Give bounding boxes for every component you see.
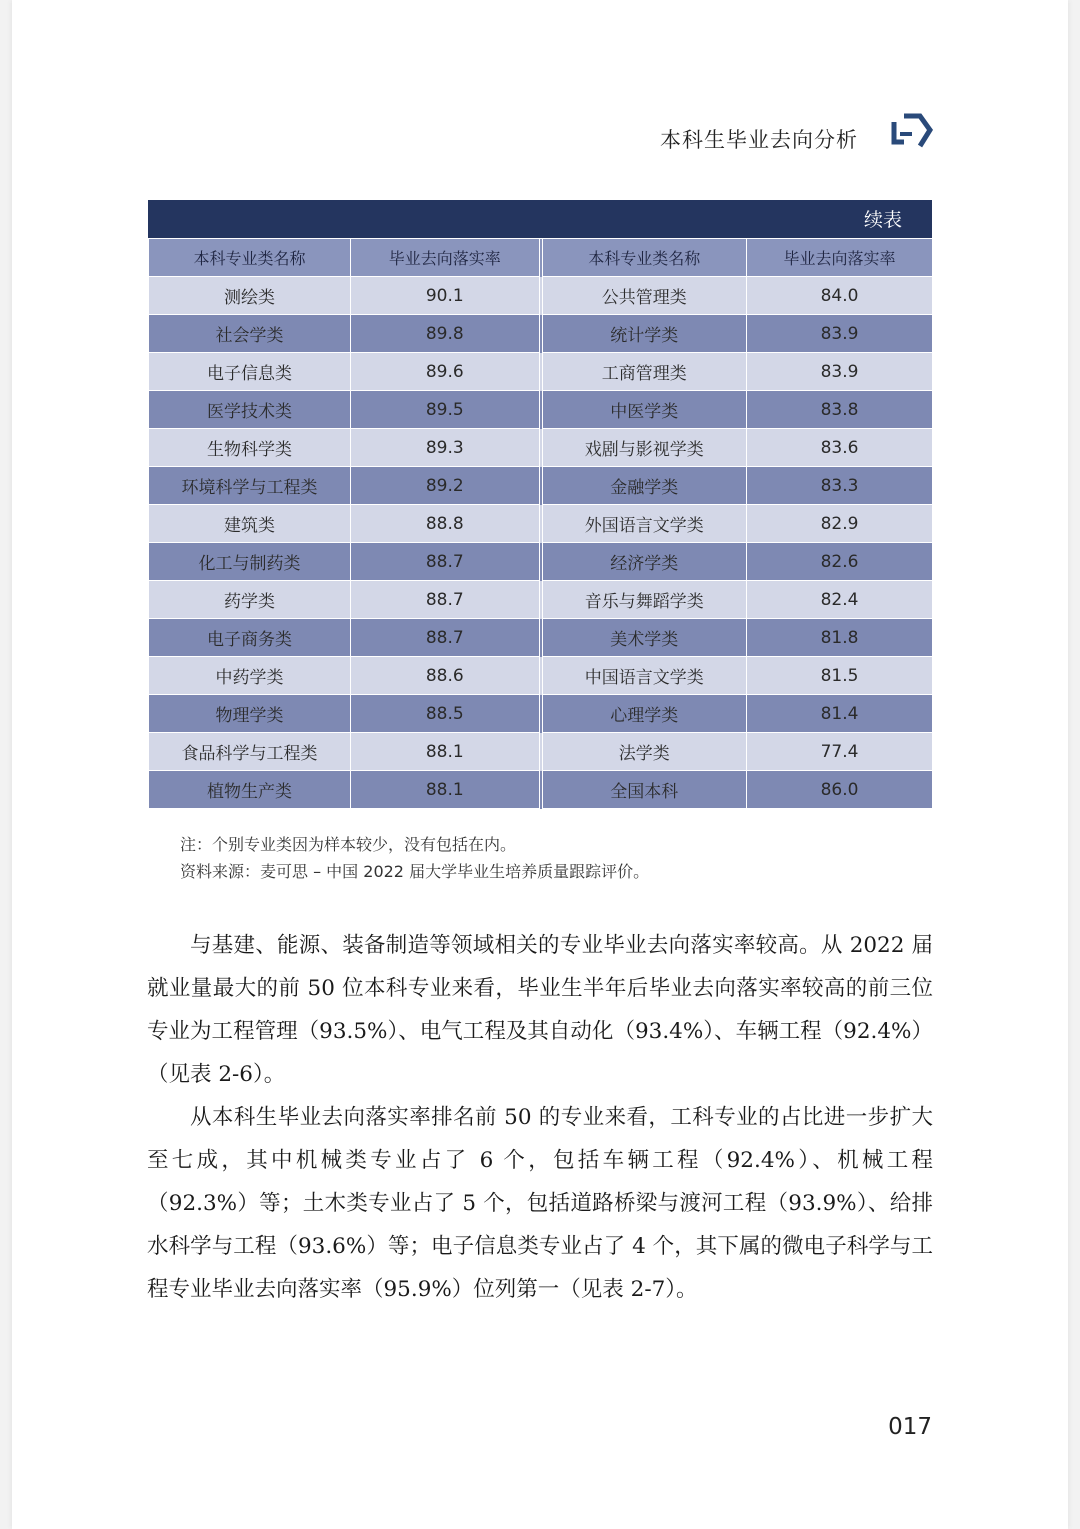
major-name-cell: 测绘类 [149,277,351,315]
table-row [149,619,933,657]
rate-cell: 90.1 [351,277,541,315]
major-name-cell: 中药学类 [149,657,351,695]
rate-cell: 88.7 [351,543,541,581]
major-name-cell: 物理学类 [149,695,351,733]
table-row [149,581,933,619]
major-name-cell: 中医学类 [541,391,747,429]
rate-cell: 88.6 [351,657,541,695]
major-name-cell: 电子信息类 [149,353,351,391]
table-notes [180,831,649,885]
rate-cell: 82.9 [747,505,933,543]
table-row [149,771,933,809]
rate-cell: 81.4 [747,695,933,733]
rate-cell: 88.5 [351,695,541,733]
data-source-note: 资料来源：麦可思 – 中国 2022 届大学毕业生培养质量跟踪评价。 [180,862,650,881]
table-row [149,467,933,505]
major-name-cell: 经济学类 [541,543,747,581]
column-header: 本科专业类名称 [541,239,747,277]
major-name-cell: 戏剧与影视学类 [541,429,747,467]
rate-cell: 77.4 [747,733,933,771]
major-rate-table [148,238,933,809]
rate-cell: 88.7 [351,619,541,657]
rate-cell: 88.8 [351,505,541,543]
table-row [149,505,933,543]
rate-cell: 83.6 [747,429,933,467]
major-name-cell: 电子商务类 [149,619,351,657]
rate-cell: 81.5 [747,657,933,695]
table-row [149,429,933,467]
major-name-cell: 化工与制药类 [149,543,351,581]
table-continuation-bar [148,200,932,238]
major-name-cell: 外国语言文学类 [541,505,747,543]
major-name-cell: 全国本科 [541,771,747,809]
major-name-cell: 医学技术类 [149,391,351,429]
major-name-cell: 环境科学与工程类 [149,467,351,505]
rate-cell: 83.9 [747,353,933,391]
table-row [149,695,933,733]
major-name-cell: 建筑类 [149,505,351,543]
rate-cell: 89.5 [351,391,541,429]
rate-cell: 88.1 [351,771,541,809]
continuation-label: 续表 [863,209,902,231]
paragraph: 与基建、能源、装备制造等领域相关的专业毕业去向落实率较高。从 2022 届就业量最大的前 50 位本科专业来看，毕业生半年后毕业去向落实率较高的前三位专业为工程管理（93.5%）、电气工程及其自动化（93.4%）、车辆工程（92.4%）（见表 2-6）。 [147,933,933,1087]
table-row [149,353,933,391]
table-row [149,315,933,353]
table-row [149,733,933,771]
major-name-cell: 统计学类 [541,315,747,353]
table-row [149,391,933,429]
rate-cell: 89.2 [351,467,541,505]
rate-cell: 89.8 [351,315,541,353]
rate-cell: 86.0 [747,771,933,809]
major-name-cell: 中国语言文学类 [541,657,747,695]
major-name-cell: 金融学类 [541,467,747,505]
rate-cell: 89.6 [351,353,541,391]
major-name-cell: 心理学类 [541,695,747,733]
rate-cell: 88.1 [351,733,541,771]
book-page [12,0,1068,1529]
rate-cell: 88.7 [351,581,541,619]
rate-cell: 89.3 [351,429,541,467]
major-name-cell: 工商管理类 [541,353,747,391]
table-row [149,543,933,581]
column-header: 毕业去向落实率 [351,239,541,277]
rate-cell: 83.3 [747,467,933,505]
table-row [149,277,933,315]
column-header: 本科专业类名称 [149,239,351,277]
major-name-cell: 药学类 [149,581,351,619]
major-name-cell: 植物生产类 [149,771,351,809]
paragraph: 从本科生毕业去向落实率排名前 50 的专业来看，工科专业的占比进一步扩大至七成，其中机械类专业占了 6 个，包括车辆工程（92.4%）、机械工程（92.3%）等；土木类专业占了 5 个，包括道路桥梁与渡河工程（93.9%）、给排水科学与工程（93.6%）等；电子信息类专业占了 4 个，其下属的微电子科学与工程专业毕业去向落实率（95.9%）位列第一（见表 2-7）。 [147,1105,933,1302]
major-name-cell: 公共管理类 [541,277,747,315]
rate-cell: 82.4 [747,581,933,619]
rate-cell: 84.0 [747,277,933,315]
major-name-cell: 法学类 [541,733,747,771]
table-header-row [149,239,933,277]
major-name-cell: 音乐与舞蹈学类 [541,581,747,619]
rate-cell: 83.9 [747,315,933,353]
table-row [149,657,933,695]
rate-cell: 83.8 [747,391,933,429]
body-text [147,924,933,1311]
rate-table [148,200,932,809]
page-number: 017 [888,1414,932,1440]
major-name-cell: 生物科学类 [149,429,351,467]
chapter-logo-icon [890,112,936,154]
column-header: 毕业去向落实率 [747,239,933,277]
rate-cell: 81.8 [747,619,933,657]
rate-cell: 82.6 [747,543,933,581]
chapter-title: 本科生毕业去向分析 [660,128,858,152]
major-name-cell: 美术学类 [541,619,747,657]
major-name-cell: 社会学类 [149,315,351,353]
major-name-cell: 食品科学与工程类 [149,733,351,771]
table-note: 注：个别专业类因为样本较少，没有包括在内。 [180,835,517,854]
